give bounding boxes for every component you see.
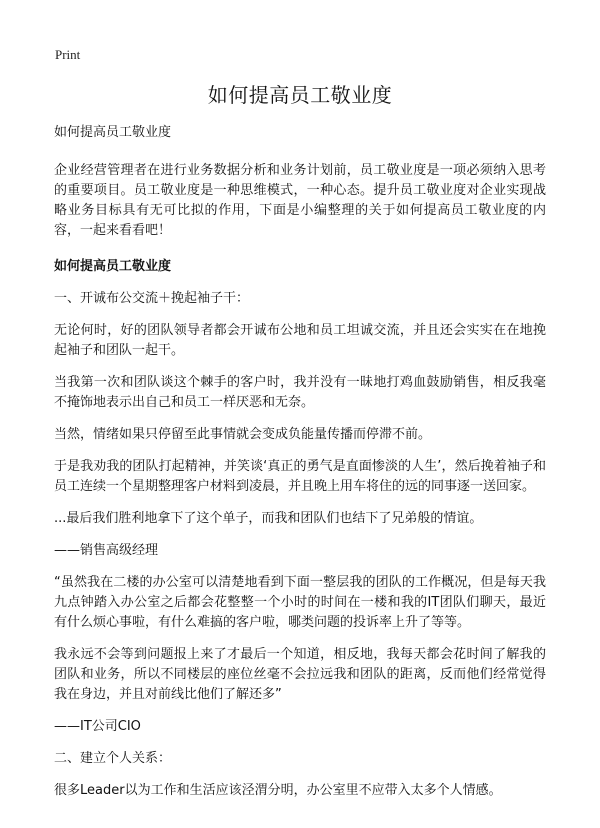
- attribution-line: ——销售高级经理: [54, 543, 159, 558]
- body-paragraph: 很多Leader以为工作和生活应该泾渭分明，办公室里不应带入太多个人情感。: [54, 783, 502, 798]
- document-title: 如何提高员工敬业度: [207, 83, 393, 107]
- intro-paragraph: 企业经营管理者在进行业务数据分析和业务计划前，员工敬业度是一项必须纳入思考的重要项目。员工敬业度是一种思维模式，一种心态。提升员工敬业度对企业实现战略业务目标具有无可比拟的作用，下面是小编整理的关于如何提高员工敬业度的内容，一起来看看吧！: [54, 163, 546, 238]
- quote-paragraph: 我永远不会等到问题报上来了才最后一个知道，相反地，我每天都会花时间了解我的团队和业务，所以不同楼层的座位丝毫不会拉远我和团队的距离，反而他们经常觉得我在身边，并且对前线比他们了解还多”: [54, 647, 546, 702]
- body-paragraph: 一、开诚布公交流＋挽起袖子干：: [54, 291, 250, 306]
- article-body: [54, 289, 546, 801]
- section-heading: 如何提高员工敬业度: [54, 259, 172, 274]
- print-link[interactable]: Print: [55, 47, 81, 62]
- body-paragraph: 当然，情绪如果只停留至此事情就会变成负能量传播而停滞不前。: [54, 427, 432, 442]
- document-subtitle: 如何提高员工敬业度: [54, 125, 172, 140]
- body-paragraph: ...最后我们胜利地拿下了这个单子，而我和团队们也结下了兄弟般的情谊。: [54, 511, 483, 526]
- attribution-line: ——IT公司CIO: [54, 719, 141, 734]
- body-paragraph: 于是我劝我的团队打起精神，并笑谈‘真正的勇气是直面惨淡的人生’，然后挽着袖子和员工连续一个星期整理客户材料到凌晨，并且晚上用车将住的远的同事逐一送回家。: [54, 459, 546, 494]
- body-paragraph: 当我第一次和团队谈这个棘手的客户时，我并没有一昧地打鸡血鼓励销售，相反我毫不掩饰地表示出自己和员工一样厌恶和无奈。: [54, 375, 546, 410]
- quote-paragraph: “虽然我在二楼的办公室可以清楚地看到下面一整层我的团队的工作概况，但是每天我九点钟踏入办公室之后都会花整整一个小时的时间在一楼和我的IT团队们聊天，最近有什么烦心事啦，有什么难搞的客户啦，哪类问题的投诉率上升了等等。: [54, 575, 546, 630]
- body-paragraph: 二、建立个人关系：: [54, 751, 172, 766]
- body-paragraph: 无论何时，好的团队领导者都会开诚布公地和员工坦诚交流，并且还会实实在在地挽起袖子和团队一起干。: [54, 323, 546, 358]
